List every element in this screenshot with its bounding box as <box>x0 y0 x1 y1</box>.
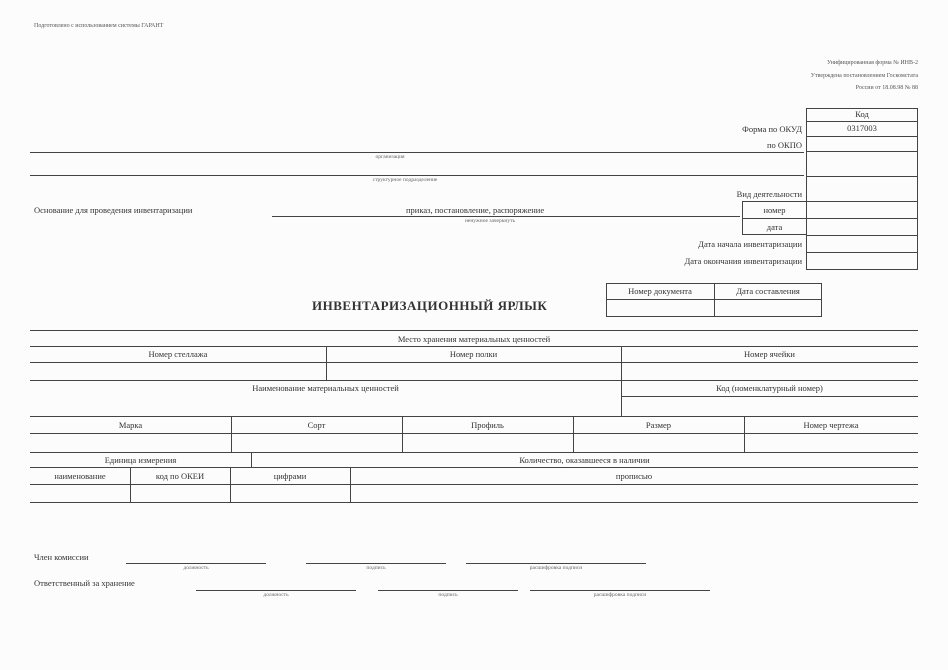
form-approval: Утверждена постановлением Госкомстата <box>810 73 918 79</box>
unit-name-header: наименование <box>54 471 106 481</box>
quantity-digits-header: цифрами <box>273 471 307 481</box>
doc-number-input[interactable] <box>607 300 713 316</box>
member-decoding-caption: расшифровка подписи <box>529 565 583 571</box>
member-signature-caption: подпись <box>366 565 386 571</box>
rack-number-header: Номер стеллажа <box>148 349 208 359</box>
member-position-line[interactable] <box>126 563 266 564</box>
quantity-header: Количество, оказавшееся в наличии <box>519 455 650 465</box>
item-code-header: Код (номенклатурный номер) <box>716 383 823 393</box>
form-number: Унифицированная форма № ИНВ-2 <box>826 60 918 66</box>
quantity-words-header: прописью <box>615 471 653 481</box>
organization-caption: организация <box>375 154 405 160</box>
inventory-start-label: Дата начала инвентаризации <box>698 239 802 249</box>
okei-code-header: код по ОКЕИ <box>155 471 205 481</box>
member-position-caption: должность <box>183 565 209 571</box>
doc-date-header: Дата составления <box>736 286 800 296</box>
okpo-label: по ОКПО <box>766 140 802 150</box>
basis-label: Основание для проведения инвентаризации <box>34 205 193 215</box>
cell-number-header: Номер ячейки <box>744 349 795 359</box>
shelf-number-header: Номер полки <box>449 349 498 359</box>
responsible-position-line[interactable] <box>196 590 356 591</box>
doc-number-header: Номер документа <box>628 286 692 296</box>
responsible-person-label: Ответственный за хранение <box>34 578 135 588</box>
document-title: ИНВЕНТАРИЗАЦИОННЫЙ ЯРЛЫК <box>312 298 548 313</box>
department-line[interactable] <box>30 175 804 176</box>
item-name-header: Наименование материальных ценностей <box>252 383 399 393</box>
basis-caption: ненужное зачеркнуть <box>464 218 515 224</box>
basis-value: приказ, постановление, распоряжение <box>406 205 545 215</box>
brand-header: Марка <box>118 420 143 430</box>
member-decoding-line[interactable] <box>466 563 646 564</box>
order-number-label: номер <box>763 205 786 215</box>
activity-label: Вид деятельности <box>736 189 802 199</box>
okud-label: Форма по ОКУД <box>742 124 802 134</box>
responsible-signature-line[interactable] <box>378 590 518 591</box>
inventory-end-label: Дата окончания инвентаризации <box>684 256 802 266</box>
unit-header: Единица измерения <box>104 455 177 465</box>
member-signature-line[interactable] <box>306 563 446 564</box>
size-header: Размер <box>645 420 672 430</box>
okud-value: 0317003 <box>847 123 877 133</box>
responsible-decoding-caption: расшифровка подписи <box>593 592 647 598</box>
code-header: Код <box>855 109 869 119</box>
grade-header: Сорт <box>307 420 326 430</box>
responsible-signature-caption: подпись <box>438 592 458 598</box>
commission-member-label: Член комиссии <box>34 552 89 562</box>
responsible-decoding-line[interactable] <box>530 590 710 591</box>
source-note: Подготовлено с использованием системы ГАРАНТ <box>34 23 164 29</box>
storage-place-header: Место хранения материальных ценностей <box>397 334 551 344</box>
profile-header: Профиль <box>471 420 504 430</box>
drawing-number-header: Номер чертежа <box>803 420 859 430</box>
basis-line[interactable] <box>272 216 740 217</box>
doc-date-input[interactable] <box>715 300 821 316</box>
responsible-position-caption: должность <box>263 592 289 598</box>
form-approval-date: России от 18.08.98 № 88 <box>855 85 918 91</box>
department-caption: структурное подразделение <box>372 177 438 183</box>
order-date-label: дата <box>766 222 783 232</box>
organization-line[interactable] <box>30 152 804 153</box>
